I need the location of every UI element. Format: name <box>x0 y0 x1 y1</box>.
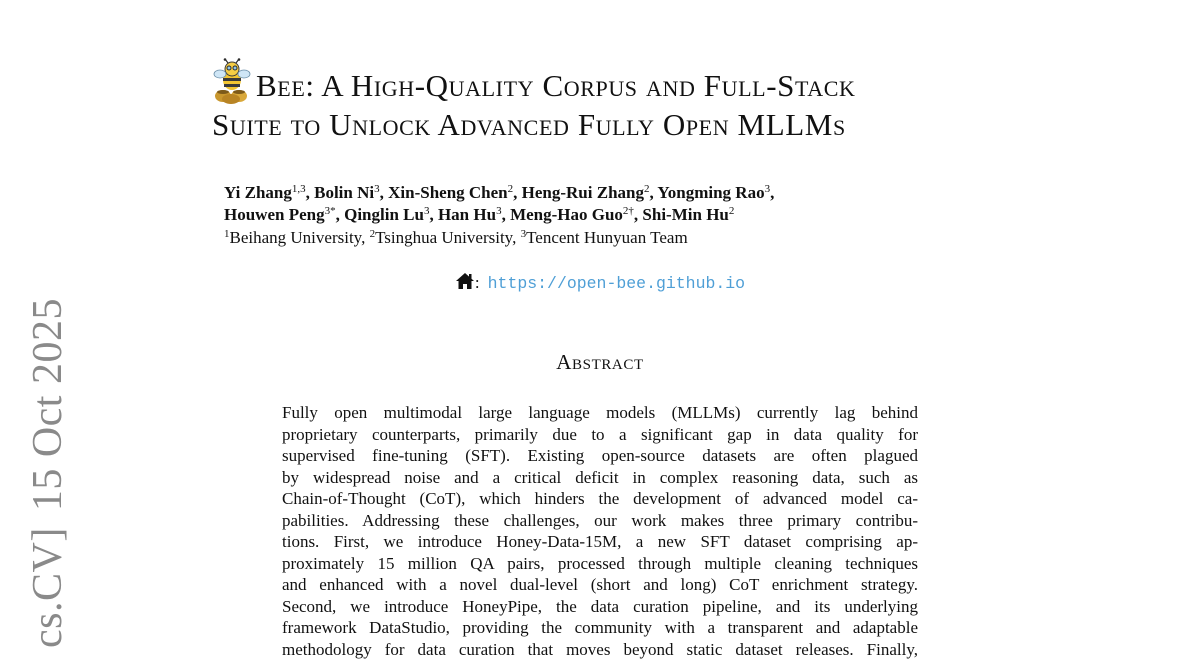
affiliation-list <box>224 226 984 249</box>
author: Qinglin Lu$^3$, <box>344 205 438 224</box>
title-line-1 <box>212 58 1012 105</box>
home-icon <box>455 272 475 290</box>
author: Yongming Rao$^3$, <box>657 183 774 202</box>
author: Houwen Peng$^{3*}$, <box>224 205 344 224</box>
abstract-heading: Abstract <box>0 350 1200 375</box>
abstract-line: methodology for data curation that moves beyond static dataset releases. Finally, <box>282 639 918 660</box>
abstract-body <box>282 402 918 660</box>
title-line-2: Suite to Unlock Advanced Fully Open MLLMs <box>212 105 1012 144</box>
author-block <box>224 182 984 249</box>
abstract-line: Chain-of-Thought (CoT), which hinders the development of advanced model ca- <box>282 488 918 510</box>
author: Heng-Rui Zhang$^2$, <box>522 183 658 202</box>
arxiv-stamp <box>24 282 72 648</box>
affiliation: $^2$Tsinghua University, <box>370 228 521 247</box>
abstract-line: framework DataStudio, providing the community with a transparent and adaptable <box>282 617 918 639</box>
abstract-line: supervised fine-tuning (SFT). Existing open-source datasets are often plagued <box>282 445 918 467</box>
bee-logo-icon <box>212 58 252 104</box>
abstract-line: by widespread noise and a critical deficit in complex reasoning data, such as <box>282 467 918 489</box>
abstract-line: pabilities. Addressing these challenges, our work makes three primary contribu- <box>282 510 918 532</box>
author: Xin-Sheng Chen$^2$, <box>388 183 522 202</box>
author-list <box>224 182 984 226</box>
homepage-colon: : <box>475 273 480 292</box>
arxiv-date: 15 Oct 2025 <box>27 298 69 511</box>
author: Meng-Hao Guo$^{2\dagger}$, <box>510 205 642 224</box>
homepage-link[interactable]: https://open-bee.github.io <box>488 274 745 293</box>
author: Han Hu$^3$, <box>438 205 510 224</box>
abstract-line: and enhanced with a novel dual-level (short and long) CoT enrichment strategy. <box>282 574 918 596</box>
homepage-row <box>0 272 1200 293</box>
author: Yi Zhang$^{1,3}$, <box>224 183 314 202</box>
abstract-line: proprietary counterparts, primarily due to a significant gap in data quality for <box>282 424 918 446</box>
paper-title <box>212 58 1012 144</box>
author: Bolin Ni$^3$, <box>314 183 388 202</box>
affiliation: $^1$Beihang University, <box>224 228 370 247</box>
abstract-line: tions. First, we introduce Honey-Data-15M, a new SFT dataset comprising ap- <box>282 531 918 553</box>
abstract-line: proximately 15 million QA pairs, processed through multiple cleaning techniques <box>282 553 918 575</box>
arxiv-category: cs.CV] <box>27 527 69 648</box>
abstract-line: Fully open multimodal large language models (MLLMs) currently lag behind <box>282 402 918 424</box>
affiliation: $^3$Tencent Hunyuan Team <box>521 228 688 247</box>
title-text-1: Bee: A High-Quality Corpus and Full-Stack <box>256 68 856 103</box>
abstract-line: Second, we introduce HoneyPipe, the data curation pipeline, and its underlying <box>282 596 918 618</box>
author: Shi-Min Hu$^2$ <box>642 205 734 224</box>
